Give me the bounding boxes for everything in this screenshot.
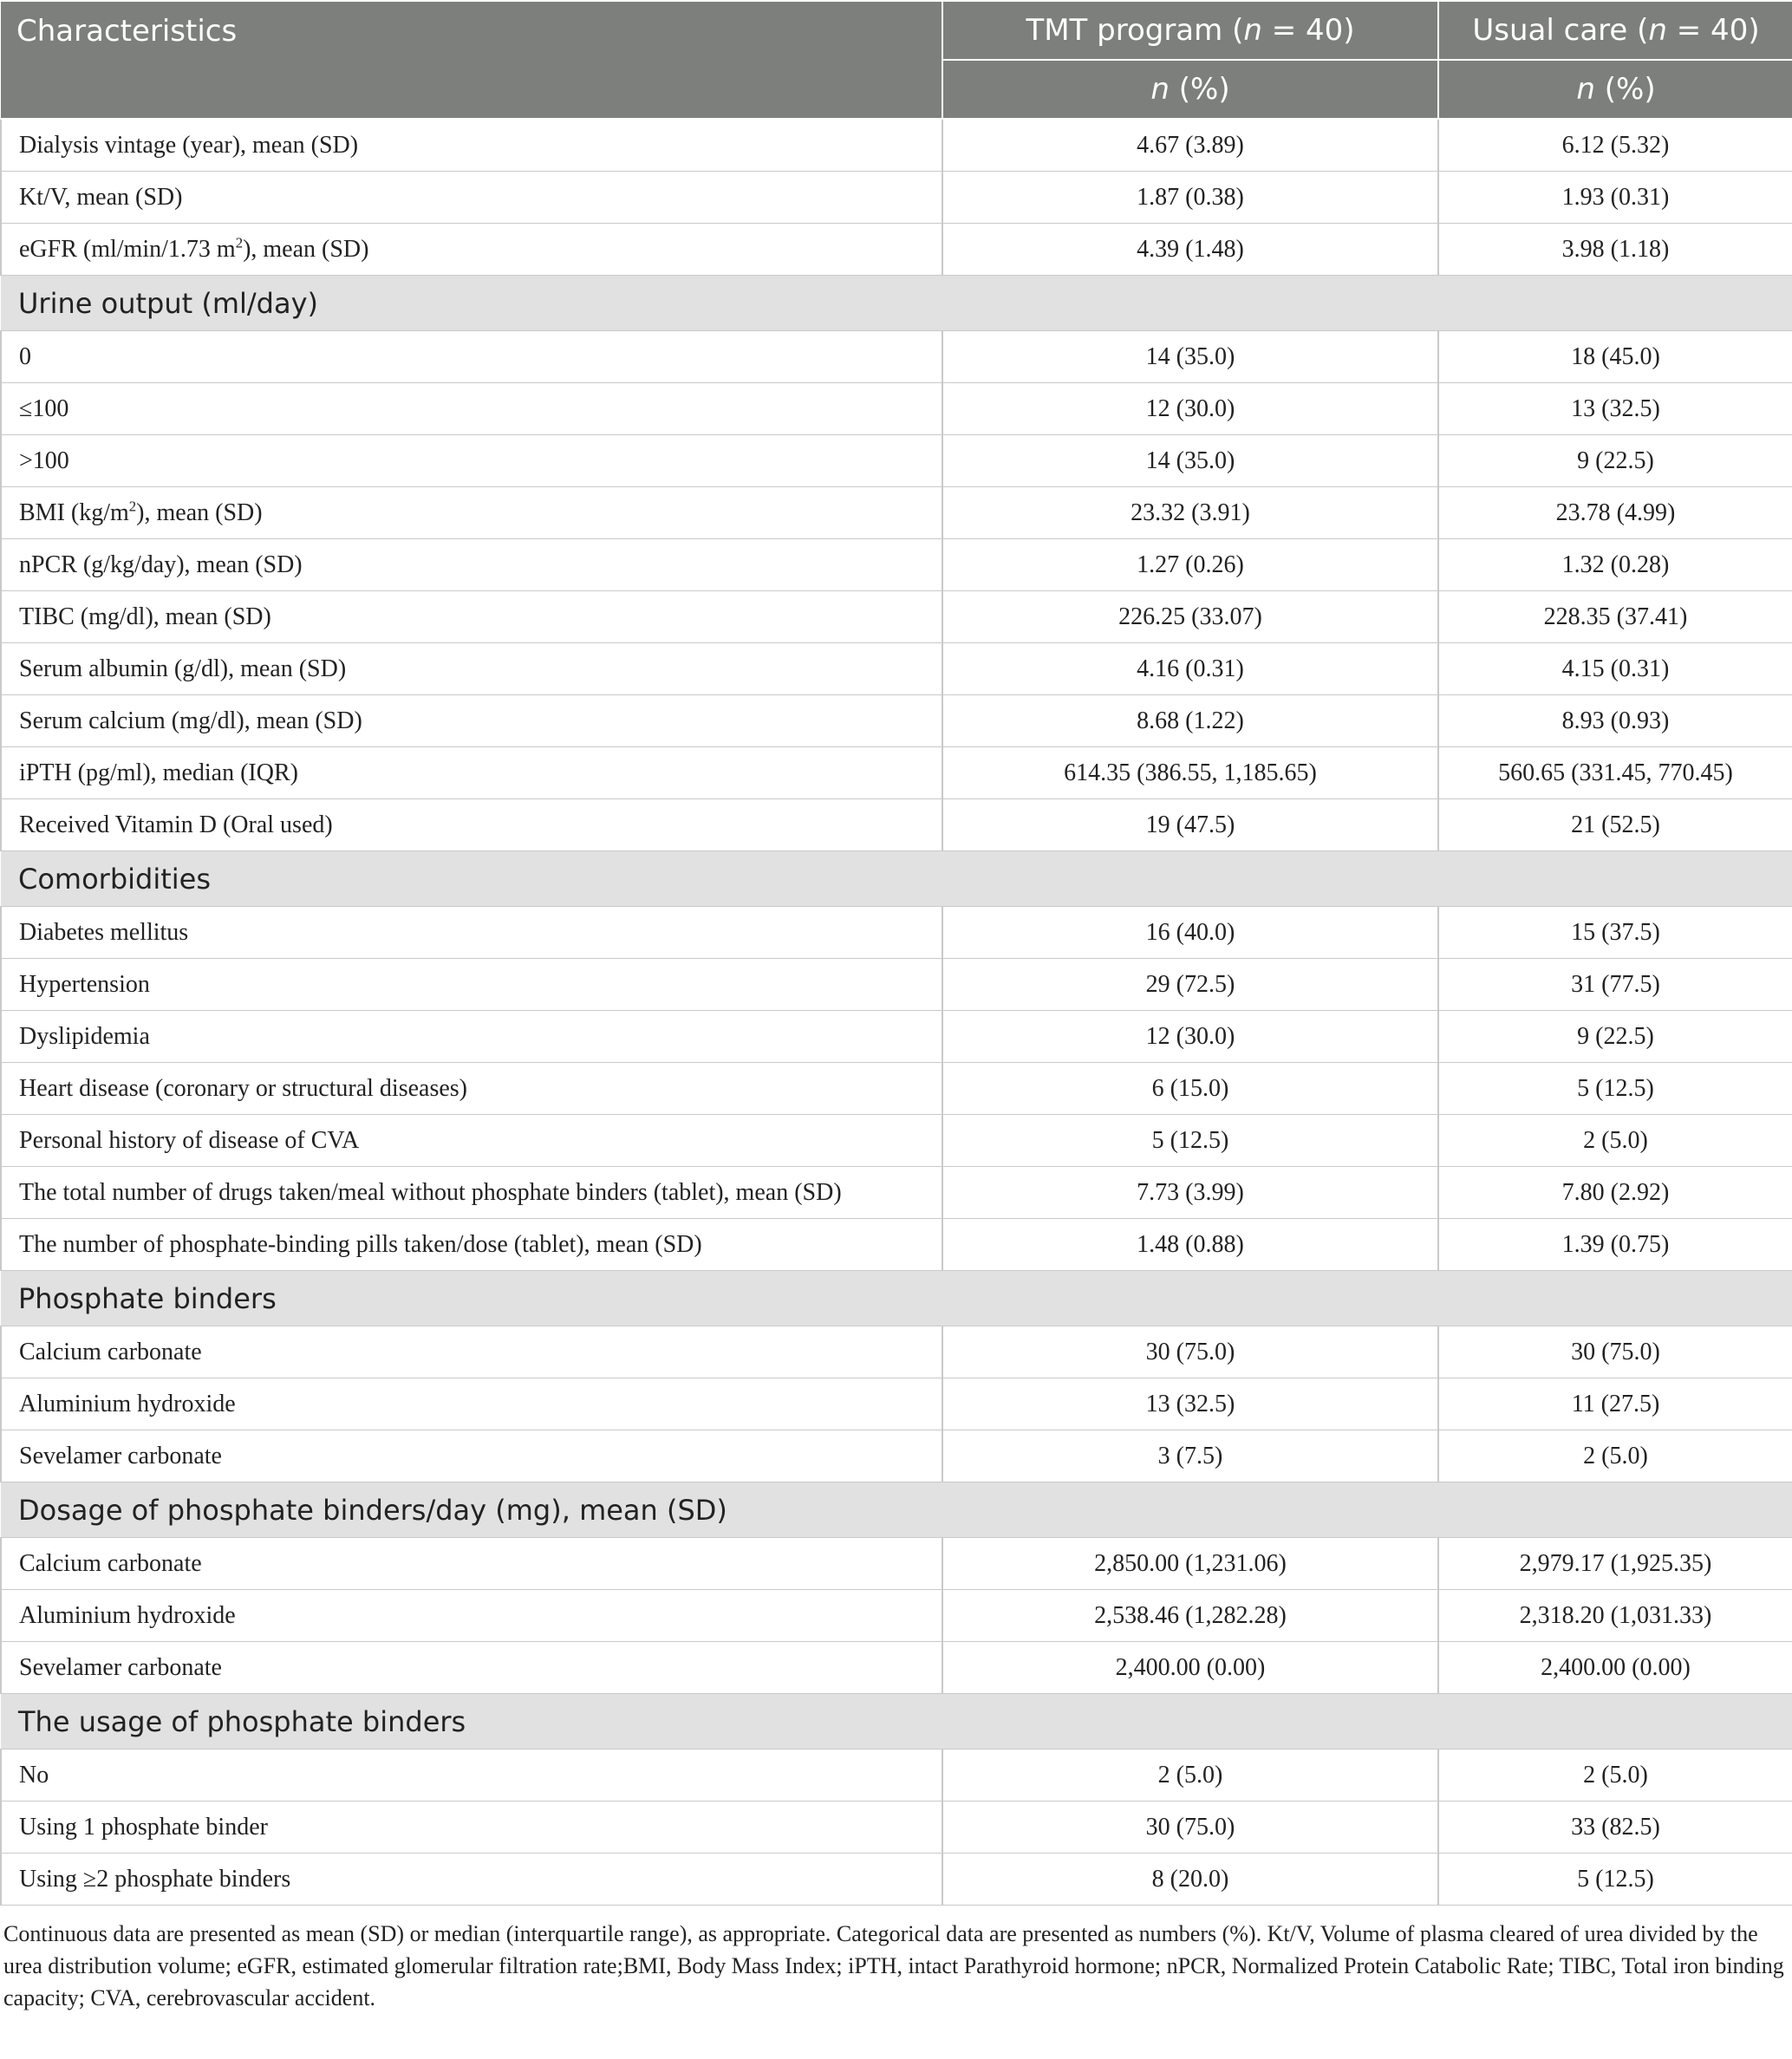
row-label: Dialysis vintage (year), mean (SD) bbox=[1, 119, 942, 172]
row-label: No bbox=[1, 1749, 942, 1802]
header-uc-n: n bbox=[1648, 13, 1667, 48]
section-row-phosphate-binders bbox=[1, 1271, 1792, 1326]
row-uc-value: 560.65 (331.45, 770.45) bbox=[1438, 747, 1792, 799]
row-tmt-value: 614.35 (386.55, 1,185.65) bbox=[942, 747, 1438, 799]
row-tmt-value: 2 (5.0) bbox=[942, 1749, 1438, 1802]
row-label: Kt/V, mean (SD) bbox=[1, 172, 942, 224]
row-label: Hypertension bbox=[1, 959, 942, 1011]
section-title: The usage of phosphate binders bbox=[1, 1694, 1792, 1749]
row-uc-value: 30 (75.0) bbox=[1438, 1326, 1792, 1378]
row-tmt-value: 5 (12.5) bbox=[942, 1115, 1438, 1167]
row-uc-value: 15 (37.5) bbox=[1438, 907, 1792, 959]
row-uc-value: 6.12 (5.32) bbox=[1438, 119, 1792, 172]
row-label: Personal history of disease of CVA bbox=[1, 1115, 942, 1167]
row-tmt-value: 226.25 (33.07) bbox=[942, 591, 1438, 643]
row-uc-value: 5 (12.5) bbox=[1438, 1063, 1792, 1115]
row-tmt-value: 12 (30.0) bbox=[942, 383, 1438, 435]
row-tmt-value: 1.48 (0.88) bbox=[942, 1219, 1438, 1271]
header-uc-suffix: = 40) bbox=[1666, 13, 1760, 48]
header-characteristics: Characteristics bbox=[1, 1, 942, 119]
row-label: Using ≥2 phosphate binders bbox=[1, 1854, 942, 1906]
row-uc-value: 2,318.20 (1,031.33) bbox=[1438, 1590, 1792, 1642]
header-usual-care bbox=[1438, 1, 1792, 60]
table-row bbox=[1, 224, 1792, 276]
subheader-tmt bbox=[942, 60, 1438, 119]
row-label: Aluminium hydroxide bbox=[1, 1378, 942, 1430]
table-row bbox=[1, 1854, 1792, 1906]
row-tmt-value: 29 (72.5) bbox=[942, 959, 1438, 1011]
header-tmt-prefix: TMT program ( bbox=[1026, 13, 1244, 48]
section-title: Dosage of phosphate binders/day (mg), mean (SD) bbox=[1, 1482, 1792, 1538]
row-uc-value: 33 (82.5) bbox=[1438, 1802, 1792, 1854]
row-label-sup: 2 bbox=[235, 234, 244, 251]
row-label: Received Vitamin D (Oral used) bbox=[1, 799, 942, 851]
section-row-dosage bbox=[1, 1482, 1792, 1538]
header-tmt-n: n bbox=[1243, 13, 1262, 48]
table-row bbox=[1, 1590, 1792, 1642]
table-row bbox=[1, 959, 1792, 1011]
table-row bbox=[1, 1219, 1792, 1271]
row-uc-value: 8.93 (0.93) bbox=[1438, 695, 1792, 747]
row-label: Sevelamer carbonate bbox=[1, 1430, 942, 1482]
row-uc-value: 2 (5.0) bbox=[1438, 1430, 1792, 1482]
table-body bbox=[1, 119, 1792, 1906]
table-row bbox=[1, 643, 1792, 695]
header-tmt-program bbox=[942, 1, 1438, 60]
row-label: Calcium carbonate bbox=[1, 1326, 942, 1378]
table-row bbox=[1, 799, 1792, 851]
row-label: Serum albumin (g/dl), mean (SD) bbox=[1, 643, 942, 695]
row-label-sup: 2 bbox=[128, 498, 137, 515]
row-label bbox=[1, 224, 942, 276]
table-row bbox=[1, 747, 1792, 799]
row-tmt-value: 8.68 (1.22) bbox=[942, 695, 1438, 747]
row-label: iPTH (pg/ml), median (IQR) bbox=[1, 747, 942, 799]
table-row bbox=[1, 1378, 1792, 1430]
row-tmt-value: 2,538.46 (1,282.28) bbox=[942, 1590, 1438, 1642]
table-row bbox=[1, 1749, 1792, 1802]
table-header bbox=[1, 1, 1792, 119]
row-label bbox=[1, 487, 942, 539]
section-row-urine-output bbox=[1, 276, 1792, 331]
row-uc-value: 11 (27.5) bbox=[1438, 1378, 1792, 1430]
row-label: nPCR (g/kg/day), mean (SD) bbox=[1, 539, 942, 591]
row-label: TIBC (mg/dl), mean (SD) bbox=[1, 591, 942, 643]
row-label: Using 1 phosphate binder bbox=[1, 1802, 942, 1854]
table-row bbox=[1, 487, 1792, 539]
row-tmt-value: 6 (15.0) bbox=[942, 1063, 1438, 1115]
row-label: >100 bbox=[1, 435, 942, 487]
row-tmt-value: 13 (32.5) bbox=[942, 1378, 1438, 1430]
subheader-uc bbox=[1438, 60, 1792, 119]
subheader-tmt-pct: (%) bbox=[1169, 72, 1230, 107]
row-uc-value: 31 (77.5) bbox=[1438, 959, 1792, 1011]
table-row bbox=[1, 695, 1792, 747]
row-uc-value: 1.39 (0.75) bbox=[1438, 1219, 1792, 1271]
row-tmt-value: 16 (40.0) bbox=[942, 907, 1438, 959]
table-row bbox=[1, 539, 1792, 591]
row-uc-value: 2,979.17 (1,925.35) bbox=[1438, 1538, 1792, 1590]
table-row bbox=[1, 383, 1792, 435]
row-label: The number of phosphate-binding pills taken/dose (tablet), mean (SD) bbox=[1, 1219, 942, 1271]
row-uc-value: 7.80 (2.92) bbox=[1438, 1167, 1792, 1219]
row-uc-value: 3.98 (1.18) bbox=[1438, 224, 1792, 276]
row-label: Dyslipidemia bbox=[1, 1011, 942, 1063]
section-title: Urine output (ml/day) bbox=[1, 276, 1792, 331]
table-row bbox=[1, 1063, 1792, 1115]
row-label-part: eGFR (ml/min/1.73 m bbox=[19, 235, 236, 263]
row-uc-value: 1.32 (0.28) bbox=[1438, 539, 1792, 591]
row-uc-value: 23.78 (4.99) bbox=[1438, 487, 1792, 539]
table-row bbox=[1, 1538, 1792, 1590]
row-tmt-value: 14 (35.0) bbox=[942, 435, 1438, 487]
row-uc-value: 2 (5.0) bbox=[1438, 1115, 1792, 1167]
row-label: ≤100 bbox=[1, 383, 942, 435]
table-row bbox=[1, 907, 1792, 959]
subheader-tmt-n: n bbox=[1150, 72, 1170, 107]
row-uc-value: 9 (22.5) bbox=[1438, 1011, 1792, 1063]
row-label-part: ), mean (SD) bbox=[136, 498, 263, 526]
header-uc-prefix: Usual care ( bbox=[1472, 13, 1649, 48]
row-label: Heart disease (coronary or structural diseases) bbox=[1, 1063, 942, 1115]
section-row-comorbidities bbox=[1, 851, 1792, 907]
row-uc-value: 18 (45.0) bbox=[1438, 331, 1792, 383]
row-tmt-value: 19 (47.5) bbox=[942, 799, 1438, 851]
row-label: Aluminium hydroxide bbox=[1, 1590, 942, 1642]
row-tmt-value: 2,400.00 (0.00) bbox=[942, 1642, 1438, 1694]
row-label: 0 bbox=[1, 331, 942, 383]
row-uc-value: 9 (22.5) bbox=[1438, 435, 1792, 487]
table-row bbox=[1, 119, 1792, 172]
row-label: Serum calcium (mg/dl), mean (SD) bbox=[1, 695, 942, 747]
table-row bbox=[1, 331, 1792, 383]
table-row bbox=[1, 1326, 1792, 1378]
table-footnote: Continuous data are presented as mean (SD) or median (interquartile range), as appropriate. Categorical data are presented as numbers (%). Kt/V, Volume of plasma cleared of urea divided by the urea distribution volume; eGFR, estimated glomerular filtration rate;BMI, Body Mass Index; iPTH, intact Parathyroid hormone; nPCR, Normalized Protein Catabolic Rate; TIBC, Total iron binding capacity; CVA, cerebrovascular accident. bbox=[3, 1921, 1784, 2010]
row-label-part: ), mean (SD) bbox=[243, 235, 369, 263]
row-tmt-value: 1.27 (0.26) bbox=[942, 539, 1438, 591]
row-tmt-value: 7.73 (3.99) bbox=[942, 1167, 1438, 1219]
row-uc-value: 5 (12.5) bbox=[1438, 1854, 1792, 1906]
header-tmt-suffix: = 40) bbox=[1261, 13, 1355, 48]
row-label: The total number of drugs taken/meal without phosphate binders (tablet), mean (SD) bbox=[1, 1167, 942, 1219]
row-tmt-value: 1.87 (0.38) bbox=[942, 172, 1438, 224]
subheader-uc-n: n bbox=[1576, 72, 1595, 107]
row-uc-value: 4.15 (0.31) bbox=[1438, 643, 1792, 695]
section-title: Phosphate binders bbox=[1, 1271, 1792, 1326]
row-tmt-value: 4.16 (0.31) bbox=[942, 643, 1438, 695]
row-uc-value: 1.93 (0.31) bbox=[1438, 172, 1792, 224]
row-label: Sevelamer carbonate bbox=[1, 1642, 942, 1694]
row-tmt-value: 30 (75.0) bbox=[942, 1802, 1438, 1854]
subheader-uc-pct: (%) bbox=[1594, 72, 1656, 107]
table-row bbox=[1, 1642, 1792, 1694]
table-row bbox=[1, 591, 1792, 643]
row-label: Diabetes mellitus bbox=[1, 907, 942, 959]
row-tmt-value: 2,850.00 (1,231.06) bbox=[942, 1538, 1438, 1590]
table-row bbox=[1, 1167, 1792, 1219]
section-title: Comorbidities bbox=[1, 851, 1792, 907]
row-uc-value: 13 (32.5) bbox=[1438, 383, 1792, 435]
row-tmt-value: 3 (7.5) bbox=[942, 1430, 1438, 1482]
row-tmt-value: 23.32 (3.91) bbox=[942, 487, 1438, 539]
table-row bbox=[1, 1115, 1792, 1167]
row-tmt-value: 4.67 (3.89) bbox=[942, 119, 1438, 172]
row-tmt-value: 30 (75.0) bbox=[942, 1326, 1438, 1378]
table-row bbox=[1, 1802, 1792, 1854]
table-row bbox=[1, 1011, 1792, 1063]
row-tmt-value: 4.39 (1.48) bbox=[942, 224, 1438, 276]
table-row bbox=[1, 172, 1792, 224]
row-tmt-value: 8 (20.0) bbox=[942, 1854, 1438, 1906]
row-uc-value: 2,400.00 (0.00) bbox=[1438, 1642, 1792, 1694]
row-uc-value: 228.35 (37.41) bbox=[1438, 591, 1792, 643]
table-row bbox=[1, 435, 1792, 487]
row-uc-value: 21 (52.5) bbox=[1438, 799, 1792, 851]
row-tmt-value: 14 (35.0) bbox=[942, 331, 1438, 383]
row-label-part: BMI (kg/m bbox=[19, 498, 129, 526]
table-row bbox=[1, 1430, 1792, 1482]
row-uc-value: 2 (5.0) bbox=[1438, 1749, 1792, 1802]
row-tmt-value: 12 (30.0) bbox=[942, 1011, 1438, 1063]
section-row-usage bbox=[1, 1694, 1792, 1749]
row-label: Calcium carbonate bbox=[1, 1538, 942, 1590]
